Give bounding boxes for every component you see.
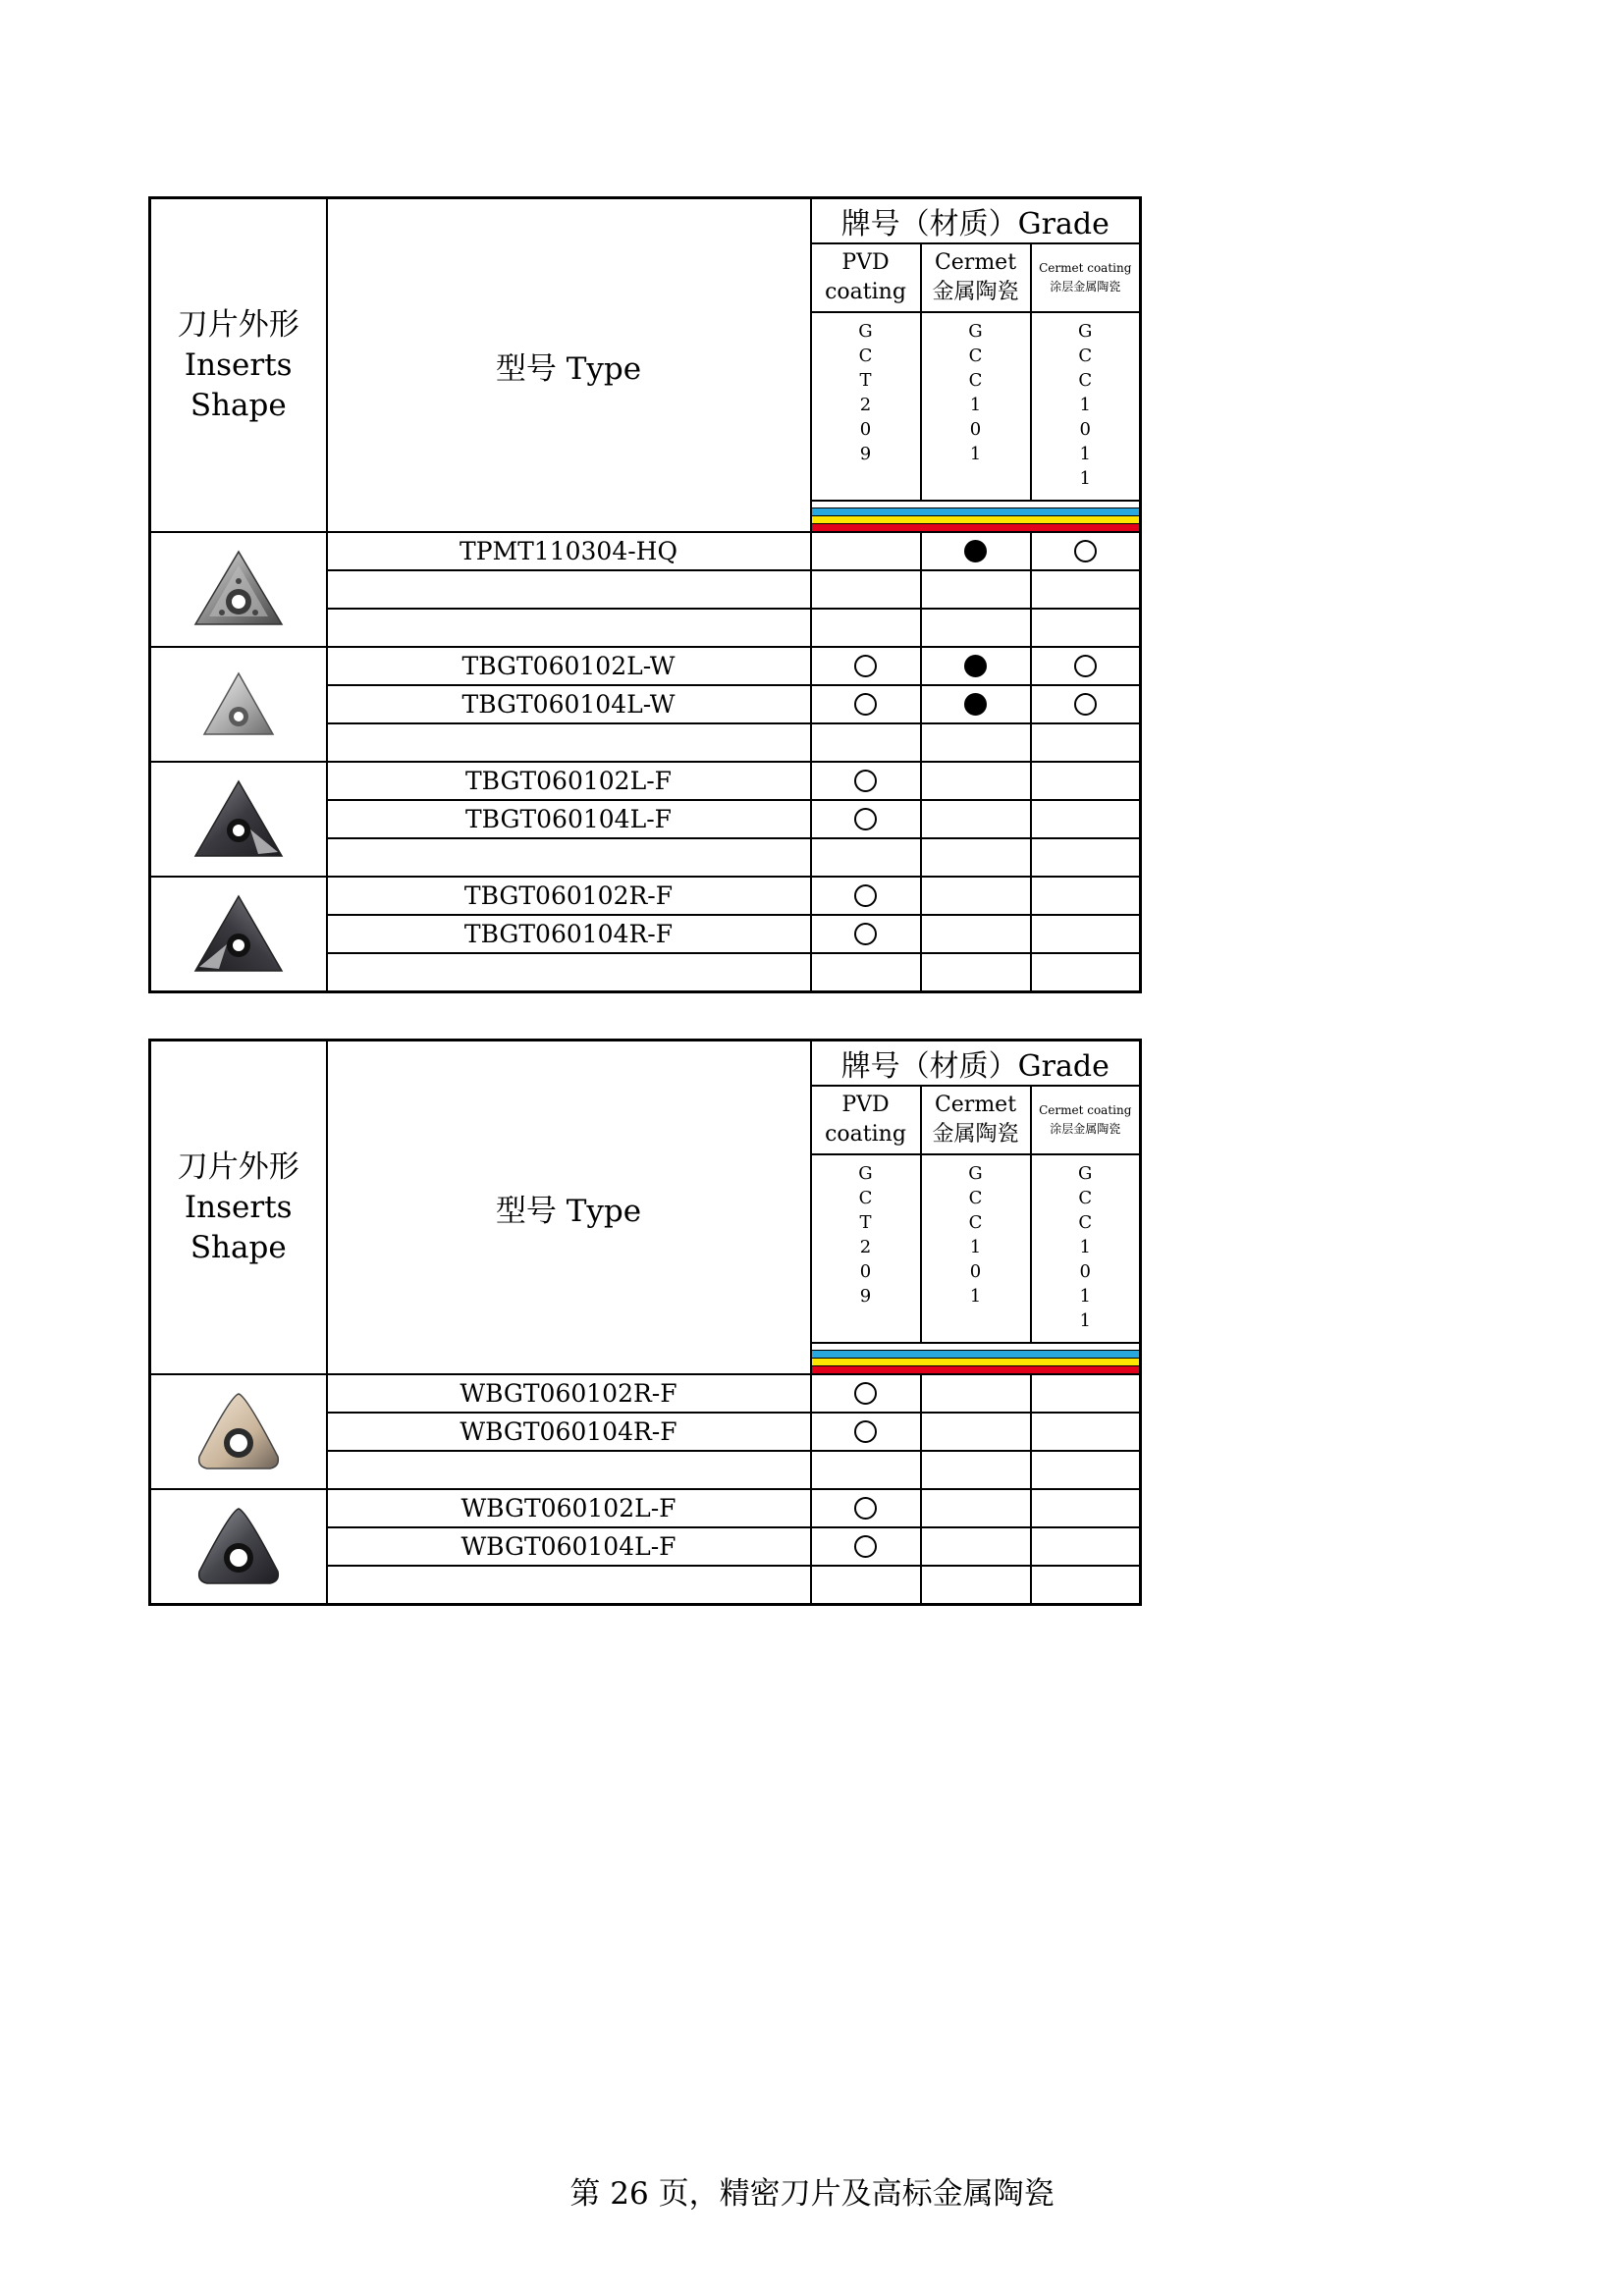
mark-cell [1031, 609, 1141, 647]
mark-cell [811, 953, 921, 992]
filled-circle-icon [964, 693, 987, 716]
model-cell: WBGT060104L-F [327, 1527, 811, 1566]
model-cell: TBGT060102R-F [327, 877, 811, 915]
grade-cermet-header: Cermet 金属陶瓷 [921, 243, 1031, 312]
mark-cell [811, 685, 921, 723]
model-cell [327, 1566, 811, 1605]
mark-cell [921, 532, 1031, 570]
red-stripe [812, 523, 1140, 531]
grade-color-stripes [811, 501, 1141, 532]
model-cell [327, 1451, 811, 1489]
grade-cermet-coating-header: Cermet coating 涂层金属陶瓷 [1031, 1086, 1141, 1154]
mark-cell [811, 1527, 921, 1566]
model-cell: TBGT060104L-W [327, 685, 811, 723]
mark-cell [1031, 762, 1141, 800]
mark-cell [1031, 1527, 1141, 1566]
open-circle-icon [854, 1535, 877, 1558]
mark-cell [811, 1413, 921, 1451]
grade-color-stripes [811, 1343, 1141, 1374]
open-circle-icon [854, 1382, 877, 1405]
blue-stripe [812, 507, 1140, 515]
grade-code-gcc101: G C C 1 0 1 [921, 312, 1031, 501]
grade-code-gct209: G C T 2 0 9 [811, 1154, 921, 1343]
open-circle-icon [1074, 693, 1097, 716]
mark-cell [921, 762, 1031, 800]
grade-cermet-coating-header: Cermet coating 涂层金属陶瓷 [1031, 243, 1141, 312]
open-circle-icon [854, 770, 877, 792]
mark-cell [921, 609, 1031, 647]
type-header: 型号 Type [327, 198, 811, 533]
yellow-stripe [812, 515, 1140, 523]
mark-cell [1031, 532, 1141, 570]
blue-stripe [812, 1350, 1140, 1358]
model-cell: TBGT060102L-W [327, 647, 811, 685]
grade-pvd-header: PVD coating [811, 243, 921, 312]
mark-cell [1031, 1489, 1141, 1527]
open-circle-icon [854, 693, 877, 716]
model-cell [327, 570, 811, 609]
mark-cell [1031, 723, 1141, 762]
mark-cell [811, 647, 921, 685]
mark-cell [1031, 953, 1141, 992]
grade-header: 牌号（材质）Grade [811, 1041, 1141, 1087]
mark-cell [811, 609, 921, 647]
open-circle-icon [854, 1420, 877, 1443]
mark-cell [921, 1451, 1031, 1489]
mark-cell [921, 1489, 1031, 1527]
mark-cell [921, 1527, 1031, 1566]
page-footer: 第 26 页，精密刀片及高标金属陶瓷 [569, 2176, 1055, 2212]
model-cell: TPMT110304-HQ [327, 532, 811, 570]
tbgt-rf-insert-icon [150, 877, 327, 992]
mark-cell [1031, 1451, 1141, 1489]
mark-cell [921, 877, 1031, 915]
mark-cell [1031, 1413, 1141, 1451]
grade-code-gcc1011: G C C 1 0 1 1 [1031, 312, 1141, 501]
mark-cell [811, 838, 921, 877]
open-circle-icon [854, 808, 877, 830]
model-cell [327, 609, 811, 647]
open-circle-icon [854, 923, 877, 945]
mark-cell [921, 1413, 1031, 1451]
model-cell: WBGT060104R-F [327, 1413, 811, 1451]
mark-cell [811, 1451, 921, 1489]
red-stripe [812, 1365, 1140, 1373]
grade-header: 牌号（材质）Grade [811, 198, 1141, 244]
model-cell: WBGT060102R-F [327, 1374, 811, 1413]
grade-cermet-header: Cermet 金属陶瓷 [921, 1086, 1031, 1154]
model-cell: TBGT060104R-F [327, 915, 811, 953]
grade-code-gcc1011: G C C 1 0 1 1 [1031, 1154, 1141, 1343]
mark-cell [1031, 1374, 1141, 1413]
shape-header: 刀片外形 Inserts Shape [150, 1041, 327, 1375]
mark-cell [921, 570, 1031, 609]
model-cell [327, 838, 811, 877]
open-circle-icon [1074, 540, 1097, 562]
mark-cell [921, 915, 1031, 953]
mark-cell [1031, 915, 1141, 953]
mark-cell [921, 953, 1031, 992]
open-circle-icon [854, 655, 877, 677]
model-cell [327, 953, 811, 992]
mark-cell [921, 723, 1031, 762]
tpmt-insert-icon [150, 532, 327, 647]
open-circle-icon [1074, 655, 1097, 677]
model-cell: TBGT060102L-F [327, 762, 811, 800]
mark-cell [1031, 647, 1141, 685]
filled-circle-icon [964, 655, 987, 677]
open-circle-icon [854, 884, 877, 907]
mark-cell [811, 800, 921, 838]
grade-code-gcc101: G C C 1 0 1 [921, 1154, 1031, 1343]
tbgt-lf-insert-icon [150, 762, 327, 877]
mark-cell [921, 1566, 1031, 1605]
mark-cell [811, 1374, 921, 1413]
mark-cell [1031, 877, 1141, 915]
mark-cell [811, 570, 921, 609]
shape-header: 刀片外形 Inserts Shape [150, 198, 327, 533]
tbgt-w-insert-icon [150, 647, 327, 762]
wbgt-rf-insert-icon [150, 1374, 327, 1489]
grade-pvd-header: PVD coating [811, 1086, 921, 1154]
mark-cell [921, 647, 1031, 685]
mark-cell [921, 685, 1031, 723]
mark-cell [921, 1374, 1031, 1413]
mark-cell [811, 532, 921, 570]
type-header: 型号 Type [327, 1041, 811, 1375]
grade-table-2 [148, 1039, 1142, 1606]
yellow-stripe [812, 1358, 1140, 1365]
mark-cell [1031, 838, 1141, 877]
mark-cell [811, 877, 921, 915]
model-cell: WBGT060102L-F [327, 1489, 811, 1527]
mark-cell [1031, 1566, 1141, 1605]
mark-cell [811, 723, 921, 762]
mark-cell [811, 1489, 921, 1527]
mark-cell [921, 800, 1031, 838]
mark-cell [811, 1566, 921, 1605]
filled-circle-icon [964, 540, 987, 562]
mark-cell [921, 838, 1031, 877]
mark-cell [811, 762, 921, 800]
grade-table-1 [148, 196, 1142, 993]
grade-code-gct209: G C T 2 0 9 [811, 312, 921, 501]
wbgt-lf-insert-icon [150, 1489, 327, 1605]
model-cell: TBGT060104L-F [327, 800, 811, 838]
mark-cell [811, 915, 921, 953]
open-circle-icon [854, 1497, 877, 1520]
mark-cell [1031, 800, 1141, 838]
mark-cell [1031, 685, 1141, 723]
model-cell [327, 723, 811, 762]
mark-cell [1031, 570, 1141, 609]
